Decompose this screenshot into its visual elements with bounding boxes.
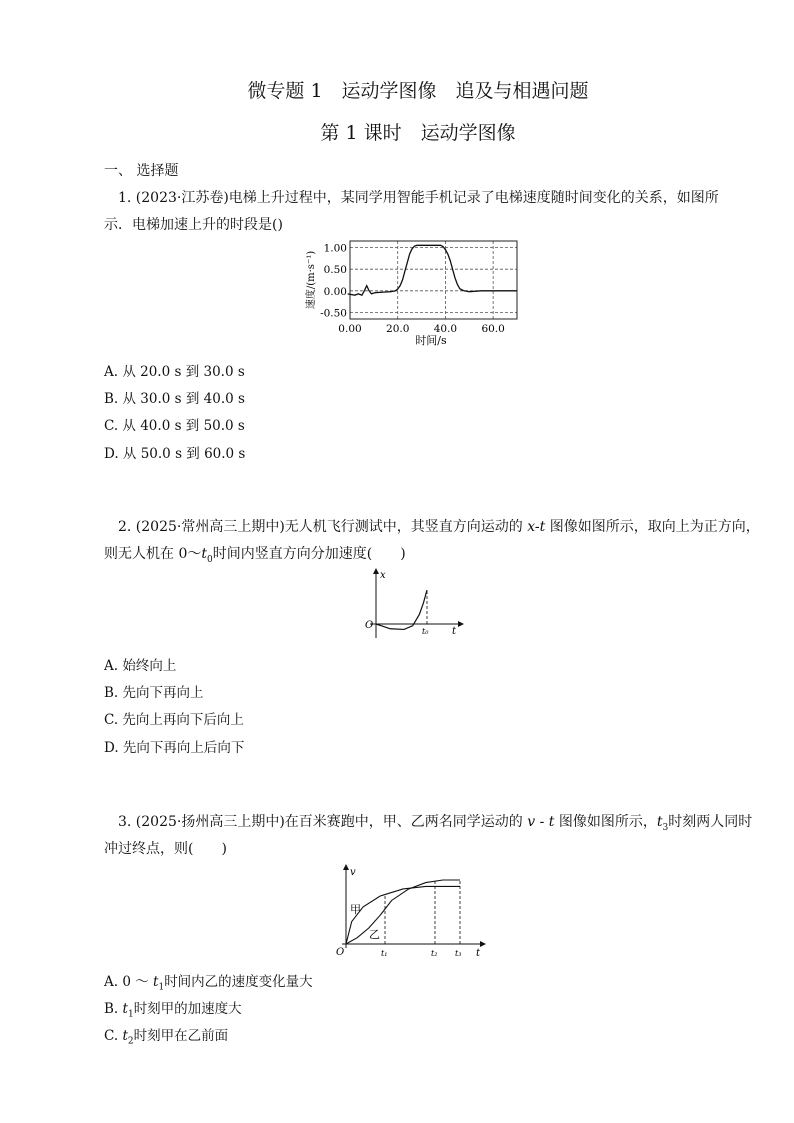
q3-option-c[interactable]: C. $t_2$时刻甲在乙前面 [104,1028,229,1047]
race-vt-chart [334,862,494,962]
q1-option-a[interactable]: A. 从 20.0 s 到 30.0 s [104,364,245,380]
chart1-ytick: 0.00 [323,285,347,298]
chart3-label-jia: 甲 [350,903,361,916]
chart2-xlabel: t [452,626,457,637]
q2-stem-line1: 2. (2025·常州高三上期中)无人机飞行测试中，其竖直方向运动的 x-t 图像如图所示，取向上为正方向， [118,519,760,535]
q2-stem-line2: 则无人机在 $0\sim t_0$时间内竖直方向分加速度( ) [104,546,406,565]
chart3-series-jia [346,886,460,944]
chart2-x-arrow [373,568,379,574]
chart2-origin: O [365,620,374,631]
chart3-t2-label: t₂ [431,949,438,958]
chart3-series-yi [346,880,460,944]
q2-option-b[interactable]: B. 先向下再向上 [104,685,204,701]
q1-stem-line1: 1. (2023·江苏卷)电梯上升过程中，某同学用智能手机记录了电梯速度随时间变化的关系，如图所 [118,190,719,206]
chart1-xtick: 0.00 [338,323,362,335]
elevator-velocity-chart [300,236,540,346]
chart3-xlabel: t [476,948,481,959]
chart2-ylabel: x [380,570,386,581]
chart2-t0-label: t₀ [422,627,429,636]
chart3-t-arrow [480,941,486,947]
chart3-ylabel: v [350,867,356,878]
chart2-t-arrow [458,621,464,627]
q3-option-b[interactable]: B. $t_1$时刻甲的加速度大 [104,1001,242,1020]
chart1-ytick: 1.00 [323,242,347,255]
section-heading: 一、 选择题 [104,163,179,179]
chart3-label-yi: 乙 [369,928,380,941]
q3-option-a[interactable]: A. 0 ～ $t_1$时间内乙的速度变化量大 [104,974,313,993]
q2-option-a[interactable]: A. 始终向上 [104,658,177,674]
chart3-origin: O [336,947,345,958]
q2-option-c[interactable]: C. 先向上再向下后向上 [104,712,244,728]
q1-option-b[interactable]: B. 从 30.0 s 到 40.0 s [104,391,245,407]
chart3-t3-label: t₃ [455,949,462,958]
chart1-ylabel: 速度/(m·s⁻¹) [306,250,317,310]
chart1-frame [350,241,517,319]
chart1-ytick: -0.50 [320,307,347,320]
q1-option-d[interactable]: D. 从 50.0 s 到 60.0 s [104,446,246,462]
q1-option-c[interactable]: C. 从 40.0 s 到 50.0 s [104,418,245,434]
chart3-t1-label: t₁ [381,949,388,958]
chart1-xtick: 20.0 [386,323,410,335]
q3-stem-line1: 3. (2025·扬州高三上期中)在百米赛跑中，甲、乙两名同学运动的 v - t 图像如图所示，$t_3$时刻两人同时 [118,814,753,833]
chart3-v-arrow [343,864,349,870]
q1-stem-line2: 示．电梯加速上升的时段是() [104,217,283,233]
chart1-xlabel: 时间/s [415,334,447,347]
drone-xt-chart [360,568,470,640]
page-subtitle: 第 1 课时 运动学图像 [320,122,516,144]
chart1-series-line [348,245,517,295]
chart1-ytick: 0.50 [323,264,347,277]
chart1-xtick: 60.0 [481,323,505,335]
q3-stem-line2: 冲过终点，则( ) [104,841,227,857]
page-title: 微专题 1 运动学图像 追及与相遇问题 [247,80,589,102]
chart1-xtick: 40.0 [433,323,458,335]
q2-option-d[interactable]: D. 先向下再向上后向下 [104,740,245,756]
